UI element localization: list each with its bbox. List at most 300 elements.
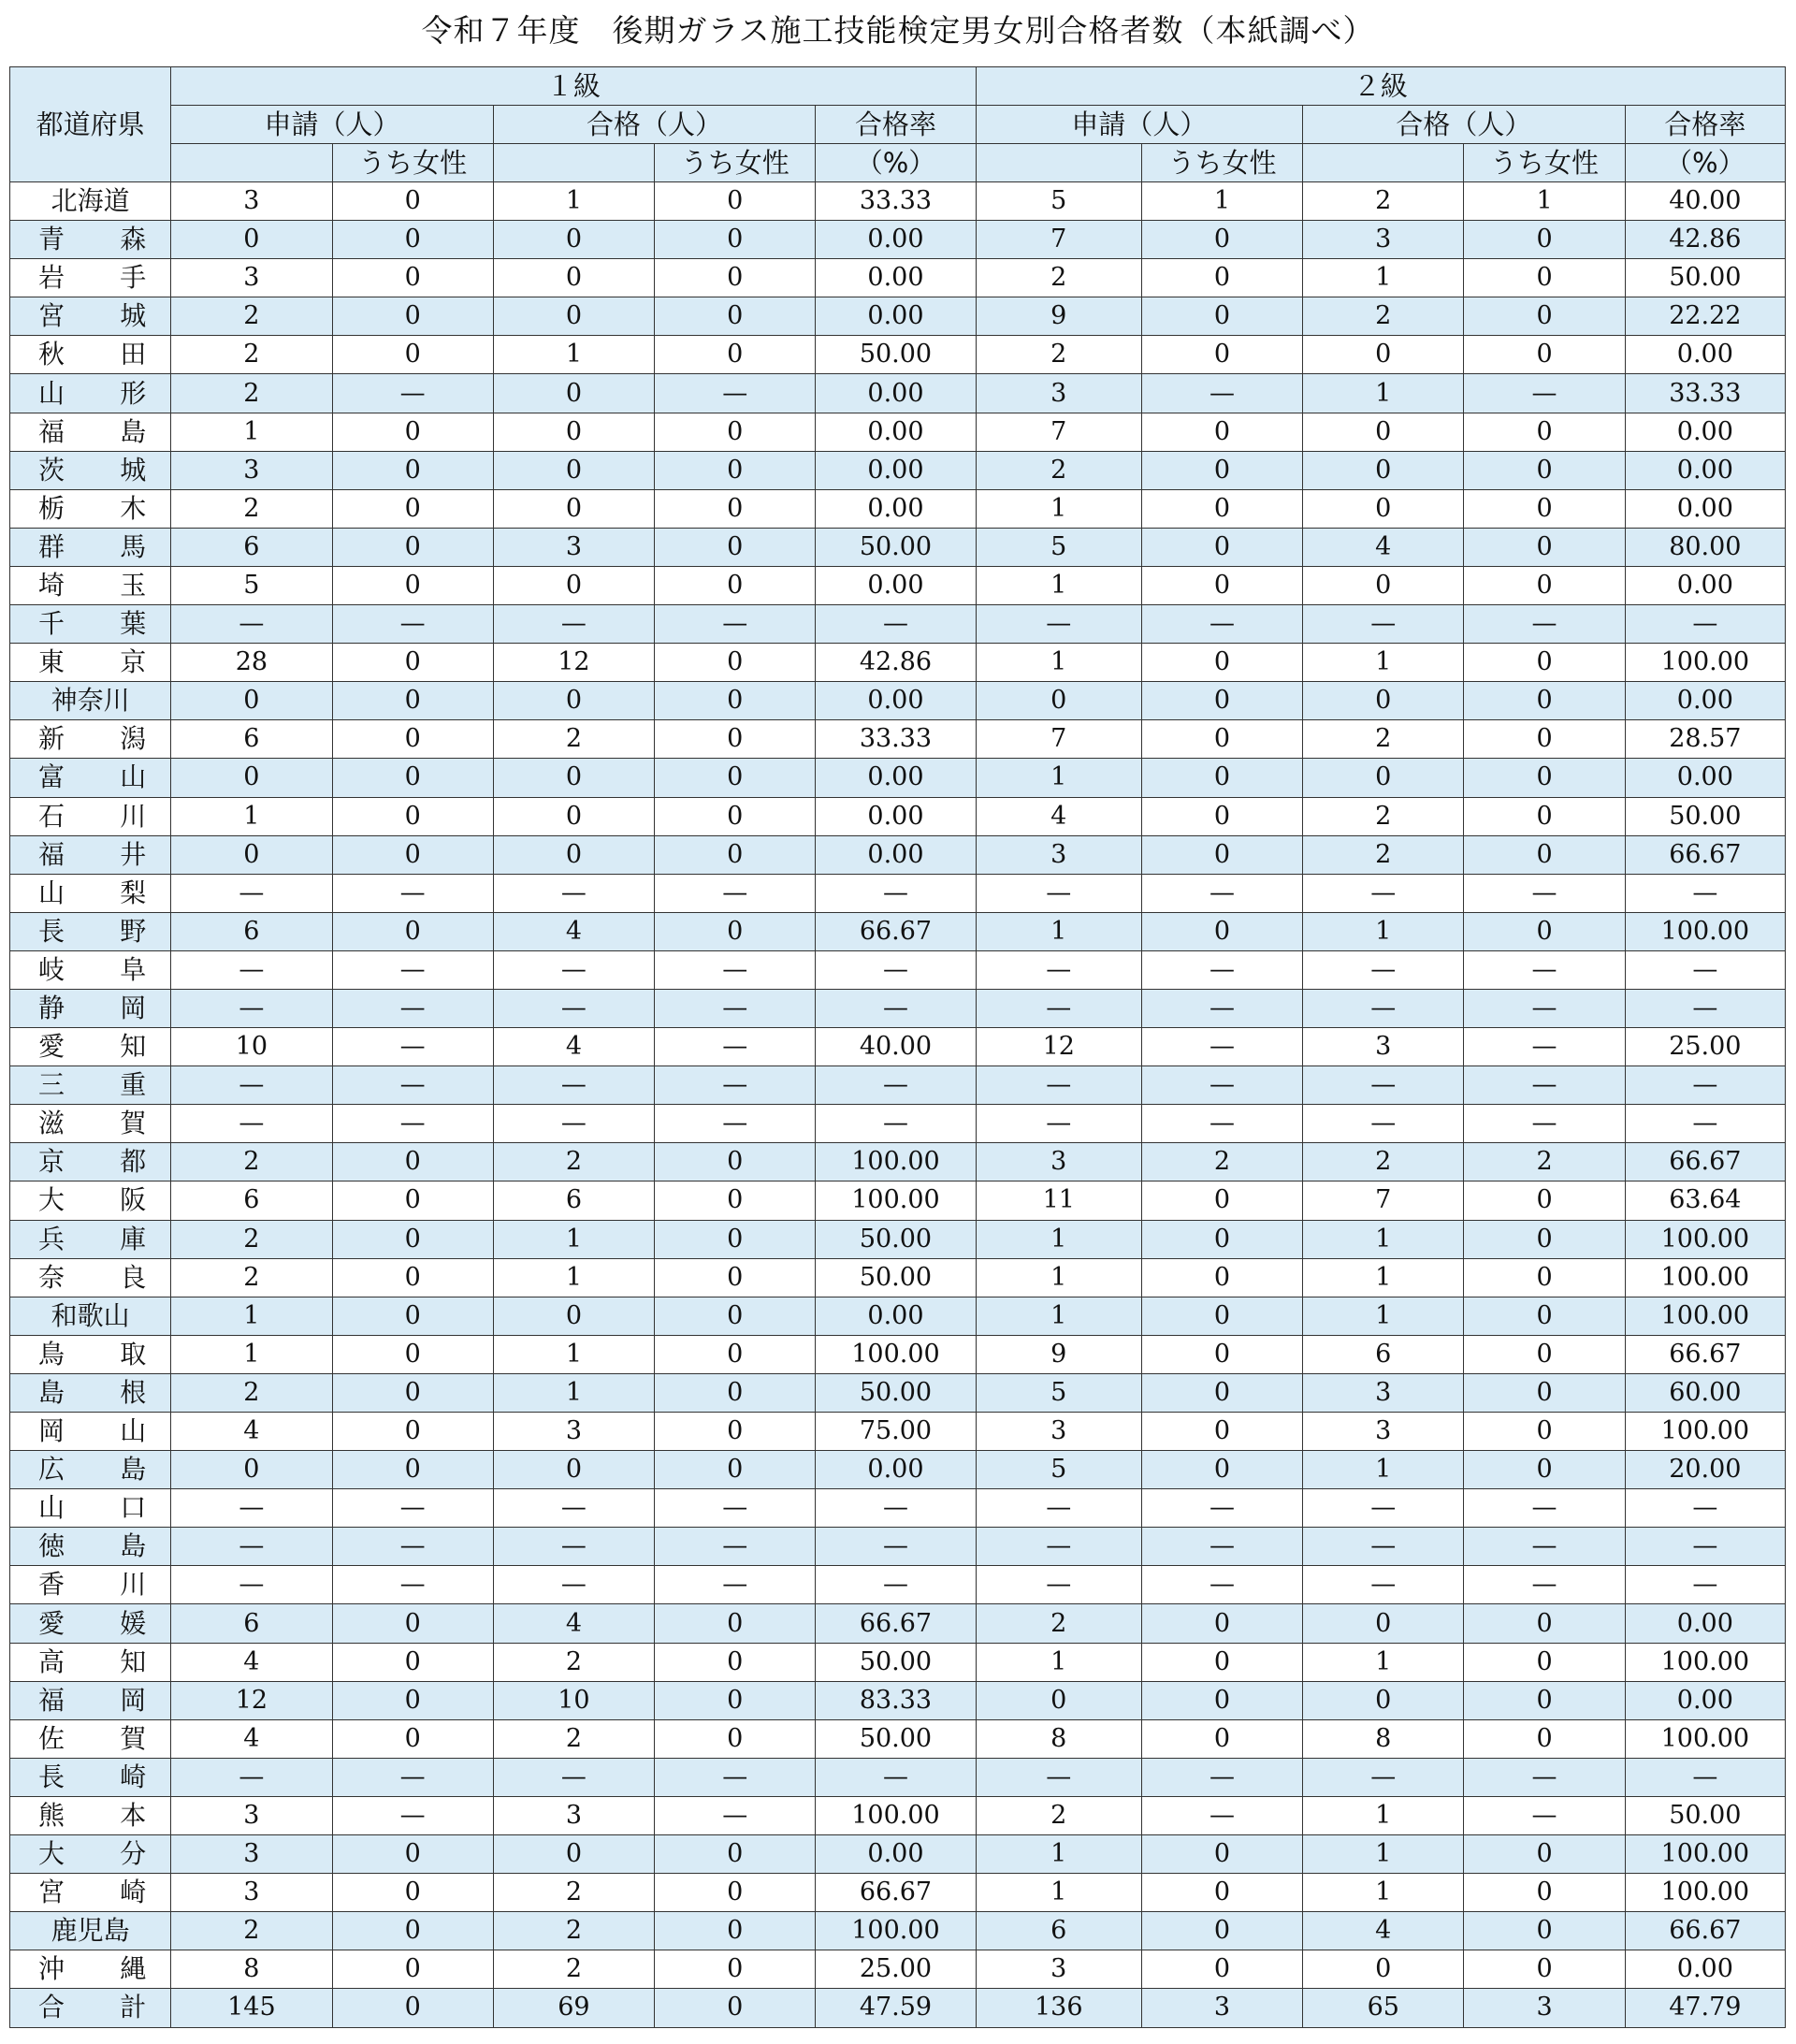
prefecture-cell: 群 馬 [10,528,171,566]
g2-rate-cell: 63.64 [1625,1181,1785,1220]
g1-applied-cell: 10 [171,1028,332,1066]
g2-rate-cell: 47.79 [1625,1989,1785,2027]
g2-rate-cell: 100.00 [1625,1297,1785,1335]
g2-rate-cell: — [1625,1066,1785,1105]
g1-applied-female-cell: 0 [332,413,493,451]
g2-applied-female-cell: — [1141,989,1302,1027]
g2-applied-cell: — [976,950,1141,989]
g2-applied-female-cell: — [1141,1566,1302,1604]
g1-passed-cell: 3 [493,1796,654,1834]
g2-applied-cell: 1 [976,1835,1141,1874]
g2-applied-female-cell: 0 [1141,413,1302,451]
table-row [10,950,1786,989]
g1-passed-cell: 3 [493,1413,654,1451]
table-row [10,644,1786,682]
g2-passed-cell: 0 [1303,336,1464,374]
g1-passed-female-cell: 0 [655,720,816,759]
g1-passed-female-cell: — [655,374,816,413]
g1-passed-female-cell: 0 [655,1950,816,1989]
g2-applied-cell: — [976,605,1141,644]
g1-applied-female-cell: — [332,1758,493,1796]
g2-passed-female-cell: — [1464,1489,1625,1528]
g1-rate-cell: 100.00 [816,1912,976,1950]
g2-applied-female-cell: 0 [1141,1835,1302,1874]
g1-applied-female-cell: 0 [332,182,493,221]
g1-applied-cell: 3 [171,1835,332,1874]
header-g2-passed: 合格（人） [1303,106,1626,144]
g2-applied-female-cell: 0 [1141,336,1302,374]
header-g1-applied: 申請（人） [171,106,494,144]
g2-applied-cell: 1 [976,912,1141,950]
g1-rate-cell: 0.00 [816,489,976,528]
g1-rate-cell: 40.00 [816,1028,976,1066]
g1-applied-female-cell: 0 [332,1181,493,1220]
g2-applied-cell: 2 [976,1796,1141,1834]
g2-applied-female-cell: 0 [1141,682,1302,720]
prefecture-cell: 和歌山 [10,1297,171,1335]
g1-applied-cell: — [171,1528,332,1566]
g1-passed-cell: — [493,989,654,1027]
g2-passed-cell: 7 [1303,1181,1464,1220]
g1-passed-cell: 2 [493,1143,654,1181]
table-row [10,682,1786,720]
g1-passed-cell: — [493,1105,654,1143]
g1-passed-female-cell: 0 [655,835,816,874]
prefecture-cell: 埼 玉 [10,566,171,604]
g1-applied-female-cell: 0 [332,1604,493,1643]
g2-passed-female-cell: 0 [1464,1451,1625,1489]
g2-passed-cell: 2 [1303,182,1464,221]
g1-applied-cell: 145 [171,1989,332,2027]
table-row [10,1874,1786,1912]
table-row [10,1105,1786,1143]
g1-applied-female-cell: 0 [332,336,493,374]
g1-applied-cell: 4 [171,1413,332,1451]
header-g2-rate-unit: （%） [1625,144,1785,182]
g2-rate-cell: 66.67 [1625,835,1785,874]
header-g1-rate-unit: （%） [816,144,976,182]
table-row [10,1835,1786,1874]
g2-passed-female-cell: 0 [1464,1604,1625,1643]
g2-applied-female-cell: 0 [1141,1181,1302,1220]
g2-passed-cell: 8 [1303,1719,1464,1758]
g1-passed-female-cell: 0 [655,1643,816,1681]
g2-applied-cell: 1 [976,759,1141,797]
table-row [10,528,1786,566]
g2-rate-cell: 20.00 [1625,1451,1785,1489]
table-row [10,1143,1786,1181]
g2-applied-female-cell: — [1141,374,1302,413]
g1-applied-cell: 3 [171,1796,332,1834]
prefecture-cell: 香 川 [10,1566,171,1604]
g2-rate-cell: 100.00 [1625,1258,1785,1297]
g2-passed-female-cell: 0 [1464,1220,1625,1258]
g1-passed-female-cell: 0 [655,566,816,604]
g1-applied-cell: 2 [171,1220,332,1258]
prefecture-cell: 島 根 [10,1373,171,1412]
g2-applied-female-cell: — [1141,1105,1302,1143]
g1-passed-cell: 1 [493,182,654,221]
g1-passed-cell: 0 [493,682,654,720]
g2-passed-female-cell: 0 [1464,797,1625,835]
g2-passed-female-cell: 0 [1464,1181,1625,1220]
g2-passed-female-cell: 0 [1464,413,1625,451]
g2-applied-cell: 2 [976,259,1141,297]
g1-applied-cell: 4 [171,1643,332,1681]
g1-applied-cell: 3 [171,259,332,297]
table-row [10,874,1786,912]
prefecture-cell: 岩 手 [10,259,171,297]
header-g2-applied: 申請（人） [976,106,1303,144]
prefecture-cell: 富 山 [10,759,171,797]
g1-passed-female-cell: 0 [655,259,816,297]
g1-applied-female-cell: 0 [332,1335,493,1373]
prefecture-cell: 高 知 [10,1643,171,1681]
g1-passed-female-cell: — [655,989,816,1027]
prefecture-cell: 熊 本 [10,1796,171,1834]
g1-rate-cell: — [816,1566,976,1604]
g2-passed-female-cell: 0 [1464,644,1625,682]
header-g2-passed-female: うち女性 [1464,144,1625,182]
g2-passed-female-cell: 2 [1464,1143,1625,1181]
g2-passed-cell: — [1303,1066,1464,1105]
header-grade2: ２級 [976,67,1785,106]
g2-applied-cell: 1 [976,1643,1141,1681]
g1-passed-cell: 1 [493,1335,654,1373]
g2-rate-cell: 22.22 [1625,297,1785,336]
prefecture-cell: 青 森 [10,221,171,259]
g1-applied-cell: 1 [171,413,332,451]
g2-rate-cell: 0.00 [1625,682,1785,720]
g1-passed-female-cell: 0 [655,759,816,797]
g2-applied-cell: — [976,1105,1141,1143]
g1-applied-female-cell: 0 [332,1681,493,1719]
g1-rate-cell: 75.00 [816,1413,976,1451]
header-prefecture: 都道府県 [10,67,171,182]
prefecture-cell: 福 島 [10,413,171,451]
g1-passed-cell: 0 [493,1835,654,1874]
g2-passed-cell: 2 [1303,720,1464,759]
g2-passed-cell: 0 [1303,566,1464,604]
g1-passed-cell: 0 [493,566,654,604]
g1-rate-cell: 100.00 [816,1335,976,1373]
g1-rate-cell: 50.00 [816,1643,976,1681]
g1-rate-cell: 100.00 [816,1796,976,1834]
g1-applied-female-cell: 0 [332,489,493,528]
g2-passed-cell: 1 [1303,1258,1464,1297]
g1-rate-cell: 0.00 [816,259,976,297]
g1-applied-female-cell: — [332,874,493,912]
g2-passed-female-cell: 0 [1464,720,1625,759]
g1-rate-cell: — [816,950,976,989]
g2-passed-female-cell: — [1464,1528,1625,1566]
g2-rate-cell: 100.00 [1625,1719,1785,1758]
g1-applied-female-cell: — [332,989,493,1027]
table-row [10,1297,1786,1335]
page-title: 令和７年度 後期ガラス施工技能検定男女別合格者数（本紙調べ） [421,12,1375,49]
g1-rate-cell: 0.00 [816,1451,976,1489]
g2-applied-female-cell: 0 [1141,259,1302,297]
g1-applied-cell: 6 [171,912,332,950]
g2-rate-cell: 0.00 [1625,759,1785,797]
g1-rate-cell: 66.67 [816,1874,976,1912]
g2-rate-cell: 50.00 [1625,1796,1785,1834]
g1-applied-cell: 1 [171,797,332,835]
g1-rate-cell: — [816,605,976,644]
g1-applied-female-cell: 0 [332,259,493,297]
g2-passed-female-cell: 0 [1464,259,1625,297]
g2-passed-cell: 3 [1303,1373,1464,1412]
g2-passed-cell: 1 [1303,1220,1464,1258]
header-g1-passed-female: うち女性 [655,144,816,182]
g2-passed-female-cell: 0 [1464,1874,1625,1912]
table-row [10,182,1786,221]
table-row [10,1028,1786,1066]
g2-applied-female-cell: 0 [1141,797,1302,835]
g2-applied-female-cell: 0 [1141,1681,1302,1719]
g1-passed-female-cell: 0 [655,489,816,528]
g2-passed-female-cell: 0 [1464,1643,1625,1681]
g2-passed-female-cell: — [1464,950,1625,989]
g1-passed-female-cell: 0 [655,1912,816,1950]
g2-rate-cell: 66.67 [1625,1335,1785,1373]
g1-applied-cell: 2 [171,297,332,336]
g1-passed-cell: 4 [493,1028,654,1066]
g2-applied-cell: — [976,1566,1141,1604]
g1-passed-cell: 0 [493,759,654,797]
g1-passed-female-cell: — [655,1028,816,1066]
g1-passed-cell: — [493,605,654,644]
g2-passed-cell: — [1303,874,1464,912]
table-row [10,374,1786,413]
g2-rate-cell: 40.00 [1625,182,1785,221]
g2-applied-female-cell: 2 [1141,1143,1302,1181]
g2-passed-cell: 1 [1303,912,1464,950]
g2-applied-cell: 5 [976,1451,1141,1489]
g1-applied-female-cell: 0 [332,1297,493,1335]
g2-passed-female-cell: 0 [1464,451,1625,489]
g1-applied-cell: 0 [171,759,332,797]
g2-applied-female-cell: 0 [1141,759,1302,797]
g1-applied-cell: — [171,1758,332,1796]
g2-applied-cell: 9 [976,297,1141,336]
g1-passed-female-cell: — [655,1528,816,1566]
prefecture-cell: 山 形 [10,374,171,413]
g1-rate-cell: — [816,1066,976,1105]
g2-passed-cell: 0 [1303,489,1464,528]
prefecture-cell: 愛 知 [10,1028,171,1066]
table-row [10,759,1786,797]
g1-passed-female-cell: — [655,1066,816,1105]
g1-applied-cell: — [171,1489,332,1528]
table-row [10,221,1786,259]
g2-passed-female-cell: 0 [1464,297,1625,336]
g2-passed-female-cell: — [1464,1566,1625,1604]
g2-rate-cell: 100.00 [1625,1220,1785,1258]
g2-applied-cell: 4 [976,797,1141,835]
table-row [10,1413,1786,1451]
g2-passed-female-cell: — [1464,1028,1625,1066]
g1-applied-cell: — [171,1105,332,1143]
g1-rate-cell: 66.67 [816,912,976,950]
g2-passed-cell: 1 [1303,1874,1464,1912]
g2-applied-female-cell: — [1141,874,1302,912]
g2-passed-female-cell: 0 [1464,1297,1625,1335]
g2-applied-female-cell: 1 [1141,182,1302,221]
prefecture-cell: 山 口 [10,1489,171,1528]
g2-applied-cell: 7 [976,221,1141,259]
table-row [10,336,1786,374]
g2-applied-cell: 11 [976,1181,1141,1220]
g1-rate-cell: 0.00 [816,682,976,720]
g2-applied-female-cell: 0 [1141,1335,1302,1373]
g2-applied-cell: 2 [976,336,1141,374]
g2-passed-cell: 1 [1303,374,1464,413]
g2-applied-cell: 3 [976,1950,1141,1989]
g2-applied-cell: — [976,1489,1141,1528]
g2-passed-female-cell: 0 [1464,1950,1625,1989]
g2-passed-female-cell: — [1464,605,1625,644]
g2-rate-cell: 100.00 [1625,1835,1785,1874]
g1-rate-cell: — [816,1489,976,1528]
g2-passed-female-cell: 1 [1464,182,1625,221]
g2-applied-female-cell: 0 [1141,528,1302,566]
g2-rate-cell: 50.00 [1625,259,1785,297]
g2-applied-cell: 8 [976,1719,1141,1758]
g1-passed-cell: — [493,874,654,912]
g1-rate-cell: 100.00 [816,1143,976,1181]
g2-passed-cell: 0 [1303,1681,1464,1719]
g2-applied-female-cell: — [1141,1758,1302,1796]
g2-applied-cell: 1 [976,566,1141,604]
g1-passed-female-cell: 0 [655,1874,816,1912]
table-row [10,1758,1786,1796]
prefecture-cell: 山 梨 [10,874,171,912]
g1-applied-female-cell: — [332,1028,493,1066]
g1-passed-cell: 1 [493,1220,654,1258]
prefecture-cell: 茨 城 [10,451,171,489]
g1-passed-female-cell: 0 [655,1413,816,1451]
g1-passed-female-cell: — [655,605,816,644]
prefecture-cell: 千 葉 [10,605,171,644]
g2-passed-cell: 0 [1303,413,1464,451]
g1-rate-cell: 25.00 [816,1950,976,1989]
g2-rate-cell: 0.00 [1625,566,1785,604]
g1-passed-cell: 2 [493,1950,654,1989]
prefecture-cell: 栃 木 [10,489,171,528]
g2-passed-female-cell: 0 [1464,336,1625,374]
prefecture-cell: 愛 媛 [10,1604,171,1643]
g1-applied-female-cell: 0 [332,451,493,489]
g1-passed-female-cell: 0 [655,221,816,259]
g2-applied-female-cell: 0 [1141,912,1302,950]
g1-passed-cell: 0 [493,413,654,451]
prefecture-cell: 長 崎 [10,1758,171,1796]
g2-passed-female-cell: 0 [1464,1258,1625,1297]
g1-applied-cell: 8 [171,1950,332,1989]
g1-applied-female-cell: 0 [332,1451,493,1489]
header-g2-applied-female: うち女性 [1141,144,1302,182]
g2-applied-female-cell: — [1141,1796,1302,1834]
g1-applied-cell: 0 [171,221,332,259]
g2-passed-female-cell: 0 [1464,1719,1625,1758]
g1-rate-cell: 50.00 [816,1719,976,1758]
g2-passed-female-cell: — [1464,1796,1625,1834]
table-body [10,182,1786,2028]
g2-applied-female-cell: 3 [1141,1989,1302,2027]
g1-applied-female-cell: 0 [332,566,493,604]
g2-rate-cell: — [1625,989,1785,1027]
g2-passed-cell: 65 [1303,1989,1464,2027]
g1-passed-cell: — [493,1489,654,1528]
table-row [10,451,1786,489]
g2-applied-female-cell: 0 [1141,1950,1302,1989]
prefecture-cell: 福 岡 [10,1681,171,1719]
header-g2-applied-total [976,144,1141,182]
g2-rate-cell: 66.67 [1625,1143,1785,1181]
g2-passed-female-cell: — [1464,1758,1625,1796]
g2-applied-cell: 3 [976,374,1141,413]
g2-passed-cell: 3 [1303,221,1464,259]
g2-passed-cell: — [1303,1489,1464,1528]
g2-rate-cell: — [1625,1758,1785,1796]
g1-passed-cell: 0 [493,259,654,297]
prefecture-cell: 三 重 [10,1066,171,1105]
g1-applied-cell: 2 [171,1373,332,1412]
g2-passed-female-cell: 0 [1464,1912,1625,1950]
prefecture-cell: 宮 城 [10,297,171,336]
g1-applied-cell: 6 [171,1604,332,1643]
g2-passed-female-cell: — [1464,989,1625,1027]
table-row [10,1451,1786,1489]
g2-applied-cell: 7 [976,720,1141,759]
g2-passed-cell: 2 [1303,835,1464,874]
g1-passed-female-cell: 0 [655,1181,816,1220]
g2-applied-cell: — [976,874,1141,912]
g1-passed-female-cell: 0 [655,1258,816,1297]
g2-applied-female-cell: 0 [1141,221,1302,259]
g2-applied-female-cell: 0 [1141,644,1302,682]
g1-passed-cell: 0 [493,1297,654,1335]
g2-rate-cell: 0.00 [1625,336,1785,374]
g2-passed-cell: — [1303,1105,1464,1143]
g2-rate-cell: 0.00 [1625,1604,1785,1643]
header-g1-applied-total [171,144,332,182]
prefecture-cell: 奈 良 [10,1258,171,1297]
g2-applied-cell: 1 [976,1220,1141,1258]
g1-rate-cell: 0.00 [816,1835,976,1874]
g1-applied-cell: 28 [171,644,332,682]
g2-applied-female-cell: 0 [1141,1220,1302,1258]
g1-rate-cell: 0.00 [816,566,976,604]
total-row [10,1989,1786,2027]
g1-applied-female-cell: 0 [332,1989,493,2027]
prefecture-cell: 東 京 [10,644,171,682]
g1-applied-female-cell: 0 [332,1143,493,1181]
g2-passed-cell: 0 [1303,1604,1464,1643]
g1-applied-female-cell: — [332,1489,493,1528]
g2-rate-cell: 28.57 [1625,720,1785,759]
g2-applied-female-cell: 0 [1141,1413,1302,1451]
g2-applied-female-cell: 0 [1141,1258,1302,1297]
prefecture-cell: 鹿児島 [10,1912,171,1950]
g1-applied-cell: 2 [171,1258,332,1297]
prefecture-cell: 広 島 [10,1451,171,1489]
g2-applied-cell: 1 [976,644,1141,682]
g1-applied-cell: 2 [171,336,332,374]
g1-applied-cell: — [171,605,332,644]
g2-passed-cell: 1 [1303,1835,1464,1874]
